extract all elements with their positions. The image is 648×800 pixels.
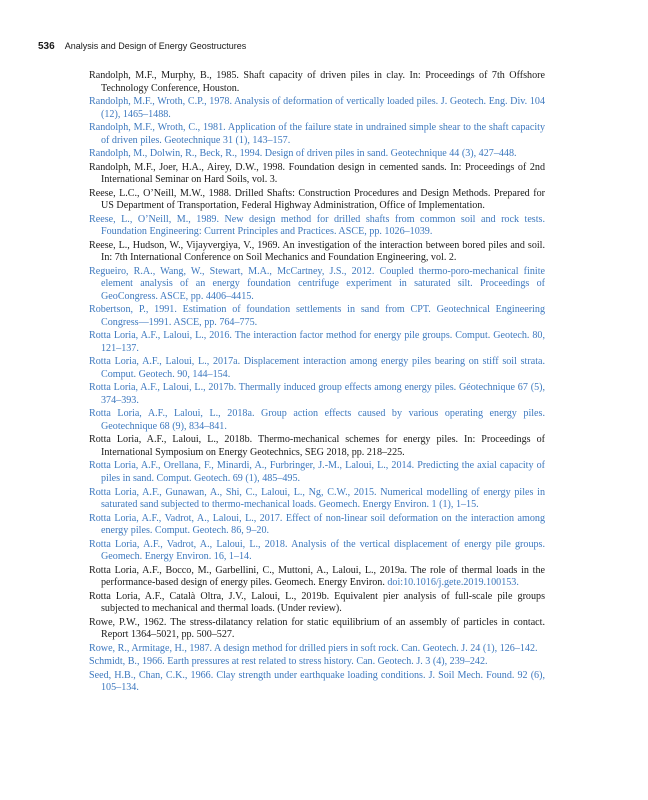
- reference-item[interactable]: [89, 513, 545, 538]
- reference-item[interactable]: [89, 656, 545, 669]
- reference-item[interactable]: [89, 460, 545, 485]
- reference-text: Randolph, M.F., Wroth, C., 1981. Application of the failure state in undrained simple shear to the shaft capacity of driven piles. Geotechnique 31 (1), 143–157.: [89, 122, 545, 146]
- reference-text: Rotta Loria, A.F., Laloui, L., 2018b. Thermo-mechanical schemes for energy piles. In: Proceedings of International Symposium on Energy Geotechnics, SEG 2018, pp. 218–225.: [89, 434, 545, 458]
- reference-text: Rotta Loria, A.F., Orellana, F., Minardi, A., Furbringer, J.-M., Laloui, L., 2014. Predicting the axial capacity of piles in sand. Comput. Geotech. 69 (1), 485–495.: [89, 460, 545, 485]
- doi-link[interactable]: doi:10.1016/j.gete.2019.100153.: [387, 577, 519, 589]
- reference-item: [89, 591, 545, 616]
- reference-item[interactable]: [89, 356, 545, 381]
- reference-item[interactable]: [89, 96, 545, 121]
- page-number: 536: [38, 41, 55, 52]
- reference-text: Rowe, P.W., 1962. The stress-dilatancy relation for static equilibrium of an assembly of particles in contact. Report 1364–5021, pp. 500–527.: [89, 616, 545, 641]
- reference-text: Rotta Loria, A.F., Vadrot, A., Laloui, L., 2017. Effect of non-linear soil deformation on the interaction among energy piles. Comput. Geotech. 86, 9–20.: [89, 512, 545, 537]
- reference-item[interactable]: [89, 382, 545, 407]
- reference-item: [89, 188, 545, 213]
- reference-text: Regueiro, R.A., Wang, W., Stewart, M.A., McCartney, J.S., 2012. Coupled thermo-poro-mechanical finite element analysis of an energy foundation centrifuge experiment in saturated silt. Proceedings of GeoCongress. ASCE, pp. 4406–4415.: [89, 265, 545, 302]
- reference-text: Randolph, M.F., Joer, H.A., Airey, D.W., 1998. Foundation design in cemented sands. In: Proceedings of 2nd International Seminar on Hard Soils, vol. 3.: [89, 161, 545, 186]
- running-header: [38, 39, 598, 53]
- reference-item[interactable]: [89, 487, 545, 512]
- reference-text: Schmidt, B., 1966. Earth pressures at rest related to stress history. Can. Geotech. J. 3 (4), 239–242.: [89, 656, 488, 668]
- reference-text: Randolph, M.F., Murphy, B., 1985. Shaft capacity of driven piles in clay. In: Proceedings of 7th Offshore Technology Conference, Houston.: [89, 70, 545, 94]
- reference-item: [89, 162, 545, 187]
- reference-text: Rotta Loria, A.F., Laloui, L., 2016. The interaction factor method for energy pile groups. Comput. Geotech. 80, 121–137.: [89, 330, 545, 354]
- reference-text: Rowe, R., Armitage, H., 1987. A design method for drilled piers in soft rock. Can. Geotech. J. 24 (1), 126–142.: [89, 642, 538, 654]
- reference-item[interactable]: [89, 304, 545, 329]
- reference-text: Rotta Loria, A.F., Català Oltra, J.V., Laloui, L., 2019b. Equivalent pier analysis of full-scale pile groups subjected to mechanical and thermal loads. (Under review).: [89, 590, 545, 615]
- reference-item: [89, 240, 545, 265]
- reference-item[interactable]: [89, 122, 545, 147]
- reference-item[interactable]: [89, 670, 545, 695]
- reference-item[interactable]: [89, 539, 545, 564]
- reference-item: [89, 617, 545, 642]
- reference-item[interactable]: [89, 643, 545, 656]
- reference-item[interactable]: [89, 214, 545, 239]
- reference-text: Rotta Loria, A.F., Laloui, L., 2018a. Group action effects caused by various operating energy piles. Geotechnique 68 (9), 834–841.: [89, 408, 545, 432]
- reference-item[interactable]: [89, 330, 545, 355]
- reference-text: Rotta Loria, A.F., Vadrot, A., Laloui, L., 2018. Analysis of the vertical displacement of energy pile groups. Geomech. Energy Environ. 16, 1–14.: [89, 538, 545, 563]
- reference-text: Rotta Loria, A.F., Bocco, M., Garbellini, C., Muttoni, A., Laloui, L., 2019a. The role of thermal loads in the performance-based design of energy piles. Geomech. Energy Environ.: [89, 564, 545, 589]
- reference-text: Reese, L.C., O’Neill, M.W., 1988. Drilled Shafts: Construction Procedures and Design Methods. Prepared for US Department of Transportation, Federal Highway Administration, Office of Implementation.: [89, 187, 545, 212]
- reference-text: Reese, L., O’Neill, M., 1989. New design method for drilled shafts from common soil and rock tests. Foundation Engineering: Current Principles and Practices. ASCE, pp. 1026–1039.: [89, 213, 545, 238]
- reference-item: [89, 70, 545, 95]
- reference-text: Rotta Loria, A.F., Laloui, L., 2017b. Thermally induced group effects among energy piles. Géotechnique 67 (5), 374–393.: [89, 382, 545, 406]
- reference-list: [89, 70, 545, 696]
- reference-item[interactable]: [89, 408, 545, 433]
- reference-item: [89, 434, 545, 459]
- reference-text: Reese, L., Hudson, W., Vijayvergiya, V., 1969. An investigation of the interaction between bored piles and soil. In: 7th International Conference on Soil Mechanics and Foundation Engineering, vol. 2.: [89, 239, 545, 264]
- reference-text: Rotta Loria, A.F., Laloui, L., 2017a. Displacement interaction among energy piles bearing on stiff soil strata. Comput. Geotech. 90, 144–154.: [89, 356, 545, 380]
- reference-text: Randolph, M., Dolwin, R., Beck, R., 1994. Design of driven piles in sand. Geotechnique 44 (3), 427–448.: [89, 148, 517, 160]
- reference-text: Seed, H.B., Chan, C.K., 1966. Clay strength under earthquake loading conditions. J. Soil Mech. Found. 92 (6), 105–134.: [89, 669, 545, 694]
- reference-item[interactable]: [89, 266, 545, 304]
- reference-item[interactable]: [89, 148, 545, 161]
- running-title: Analysis and Design of Energy Geostructures: [64, 41, 247, 51]
- reference-item: [89, 565, 545, 590]
- reference-text: Robertson, P., 1991. Estimation of foundation settlements in sand from CPT. Geotechnical Engineering Congress—1991. ASCE, pp. 764–775.: [89, 304, 545, 328]
- reference-text: Rotta Loria, A.F., Gunawan, A., Shi, C., Laloui, L., Ng, C.W., 2015. Numerical modelling of energy piles in saturated sand subjected to thermo-mechanical loads. Geomech. Energy Environ. 1 (1), 1–15.: [89, 486, 545, 511]
- reference-text: Randolph, M.F., Wroth, C.P., 1978. Analysis of deformation of vertically loaded piles. J. Geotech. Eng. Div. 104 (12), 1465–1488.: [89, 96, 545, 120]
